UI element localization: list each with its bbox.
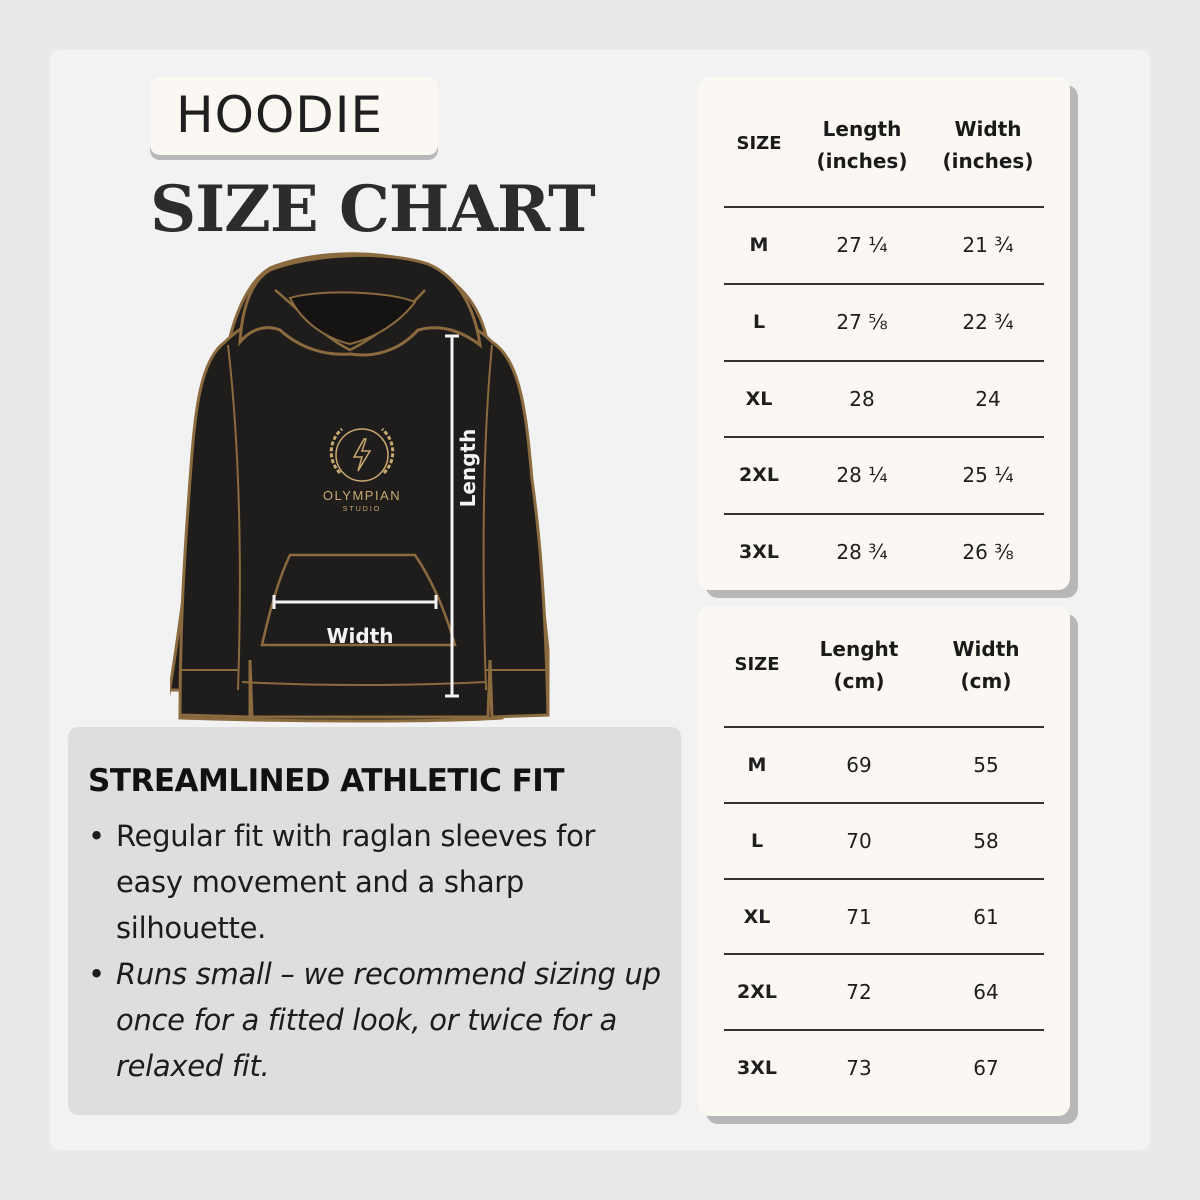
size-table-inches [698,77,1070,590]
fit-info-panel [68,727,681,1115]
table-row: L 27 ⅝ 22 ¾ [724,283,1044,359]
hoodie-torso [180,316,548,717]
product-badge [150,77,438,155]
hoodie-graphic [170,250,570,730]
header-length: Lenght (cm) [819,637,899,693]
header-width: Width (cm) [952,637,1020,693]
table-row: XL 28 24 [724,360,1044,436]
table-header [724,77,1044,207]
table-row: 2XL 72 64 [724,953,1044,1029]
length-label: Length [456,428,480,508]
header-size: SIZE [736,133,782,154]
fit-bullet-sizing: • Runs small – we recommend sizing up once for a fitted look, or twice for a relaxed fit. [88,951,668,1089]
header-length: Length (inches) [816,117,908,173]
table-row: XL 71 61 [724,878,1044,954]
page-title: SIZE CHART [150,172,595,247]
header-size: SIZE [734,654,780,675]
table-row: 3XL 28 ¾ 26 ⅜ [724,513,1044,589]
logo-sub: STUDIO [342,506,382,513]
fit-bullet-regular: • Regular fit with raglan sleeves for easy movement and a sharp silhouette. [88,813,668,951]
fit-title: STREAMLINED ATHLETIC FIT [88,763,564,799]
logo-name: OLYMPIAN [322,488,402,503]
table-row: M 27 ¼ 21 ¾ [724,206,1044,282]
table-row: 2XL 28 ¼ 25 ¼ [724,436,1044,512]
badge-label: HOODIE [176,86,384,144]
hoodie-illustration [170,250,570,730]
table-row: M 69 55 [724,726,1044,802]
table-row: L 70 58 [724,802,1044,878]
header-width: Width (inches) [942,117,1034,173]
table-row: 3XL 73 67 [724,1029,1044,1105]
width-label: Width [326,624,394,648]
table-header [724,606,1044,736]
fit-bullets [88,813,668,1089]
size-table-cm [698,606,1070,1116]
